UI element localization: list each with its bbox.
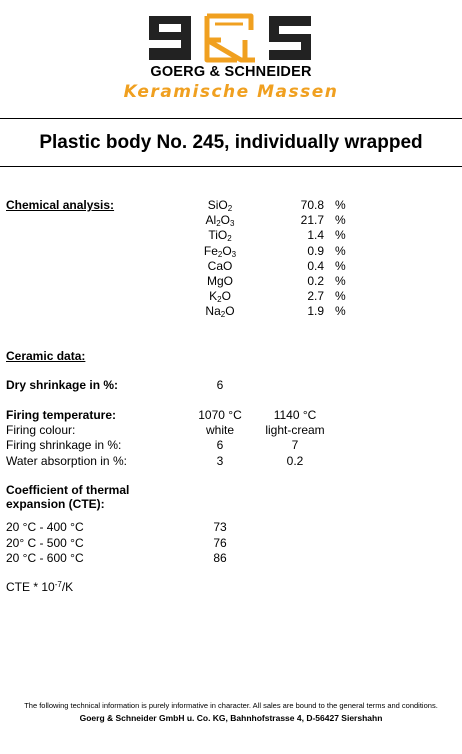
water-absorption-2: 0.2 (286, 454, 304, 468)
chemical-unit: % (335, 289, 346, 304)
formula-part: CaO (207, 258, 233, 273)
formula-part: O (220, 213, 230, 228)
firing-colour-2: light-cream (265, 423, 325, 437)
chemical-unit: % (335, 243, 346, 258)
firing-colour-1: white (205, 423, 234, 437)
chemical-unit: % (335, 198, 346, 212)
chemical-row (0, 228, 462, 243)
chemical-value: 0.4 (307, 258, 324, 273)
chemical-analysis-heading: Chemical analysis: (6, 198, 115, 212)
formula-part: Fe (203, 243, 218, 258)
cte-range: 20 °C - 600 °C (6, 551, 84, 565)
firing-shrinkage-1: 6 (216, 438, 224, 452)
formula-part: MgO (206, 274, 233, 288)
formula-subscript: 2 (217, 249, 223, 259)
cte-range: 20° C - 500 °C (6, 535, 84, 550)
footer-note: The following technical information is purely informative in character. All sales are bound to the general terms and conditions. (24, 701, 438, 710)
cte-value: 73 (213, 520, 227, 534)
chemical-row (0, 244, 462, 259)
footer-address: Goerg & Schneider GmbH u. Co. KG, Bahnhofstrasse 4, D-56427 Siershahn (79, 713, 383, 723)
gs-logo-mark-icon (145, 10, 315, 66)
firing-shrinkage-2: 7 (291, 438, 299, 452)
chemical-value: 0.9 (307, 243, 324, 258)
chemical-row (0, 274, 462, 289)
formula-part: O (222, 243, 232, 258)
company-tagline: Keramische Massen (123, 82, 339, 102)
company-name: GOERG & SCHNEIDER (150, 64, 312, 80)
formula-part: SiO (207, 198, 228, 212)
cte-value: 86 (213, 551, 227, 565)
chemical-unit: % (335, 274, 346, 288)
chemical-formula (190, 213, 250, 227)
cte-unit-suffix: /K (61, 580, 74, 594)
formula-part: Al (205, 213, 217, 228)
company-logo (0, 0, 462, 110)
chemical-value: 1.4 (307, 228, 324, 243)
chemical-unit: % (335, 304, 346, 319)
firing-temperature-1: 1070 °C (198, 408, 242, 422)
chemical-formula (190, 198, 250, 212)
chemical-formula (190, 259, 250, 273)
formula-part: K (209, 289, 218, 304)
cte-unit-prefix: CTE * 10 (6, 580, 55, 594)
firing-colour-label: Firing colour: (6, 423, 76, 437)
chemical-formula (190, 274, 250, 288)
cte-value: 76 (213, 535, 227, 550)
firing-shrinkage-label: Firing shrinkage in %: (6, 438, 122, 452)
formula-subscript: 2 (217, 295, 222, 305)
formula-part: Na (205, 304, 221, 319)
cte-unit (6, 580, 73, 594)
ceramic-data-heading: Ceramic data: (6, 349, 86, 363)
chemical-formula (190, 244, 250, 258)
chemical-row (0, 304, 462, 319)
chemical-formula (190, 289, 250, 303)
formula-subscript: 2 (227, 204, 233, 213)
firing-temperature-2: 1140 °C (273, 408, 317, 422)
chemical-value: 0.2 (307, 274, 324, 288)
divider-top (0, 118, 462, 119)
chemical-value: 2.7 (307, 289, 324, 304)
cte-heading-line2: expansion (CTE): (6, 497, 105, 511)
chemical-unit: % (335, 258, 346, 273)
formula-subscript: 2 (227, 234, 232, 244)
chemical-row (0, 213, 462, 228)
divider-bottom (0, 166, 462, 167)
formula-subscript: 3 (231, 249, 237, 259)
formula-subscript: 2 (216, 219, 221, 229)
chemical-row (0, 198, 462, 213)
chemical-value: 70.8 (300, 198, 324, 212)
cte-unit-exponent: -7 (54, 580, 62, 589)
chemical-unit: % (335, 228, 346, 243)
formula-subscript: 3 (230, 219, 235, 229)
chemical-formula (190, 304, 250, 318)
chemical-value: 1.9 (307, 304, 324, 319)
chemical-value: 21.7 (300, 213, 324, 228)
water-absorption-label: Water absorption in %: (6, 454, 127, 468)
dry-shrinkage-value: 6 (216, 378, 224, 392)
cte-heading-line1: Coefficient of thermal (6, 483, 130, 497)
chemical-formula (190, 228, 250, 242)
chemical-row (0, 259, 462, 274)
cte-range: 20 °C - 400 °C (6, 520, 84, 534)
firing-temperature-label: Firing temperature: (6, 408, 117, 422)
chemical-unit: % (335, 213, 346, 228)
formula-part: O (221, 289, 231, 304)
chemical-row (0, 289, 462, 304)
formula-subscript: 2 (220, 310, 226, 320)
dry-shrinkage-label: Dry shrinkage in %: (6, 378, 119, 392)
formula-part: TiO (208, 228, 228, 243)
formula-part: O (225, 304, 235, 319)
page-title: Plastic body No. 245, individually wrapped (39, 132, 423, 153)
water-absorption-1: 3 (216, 454, 224, 468)
